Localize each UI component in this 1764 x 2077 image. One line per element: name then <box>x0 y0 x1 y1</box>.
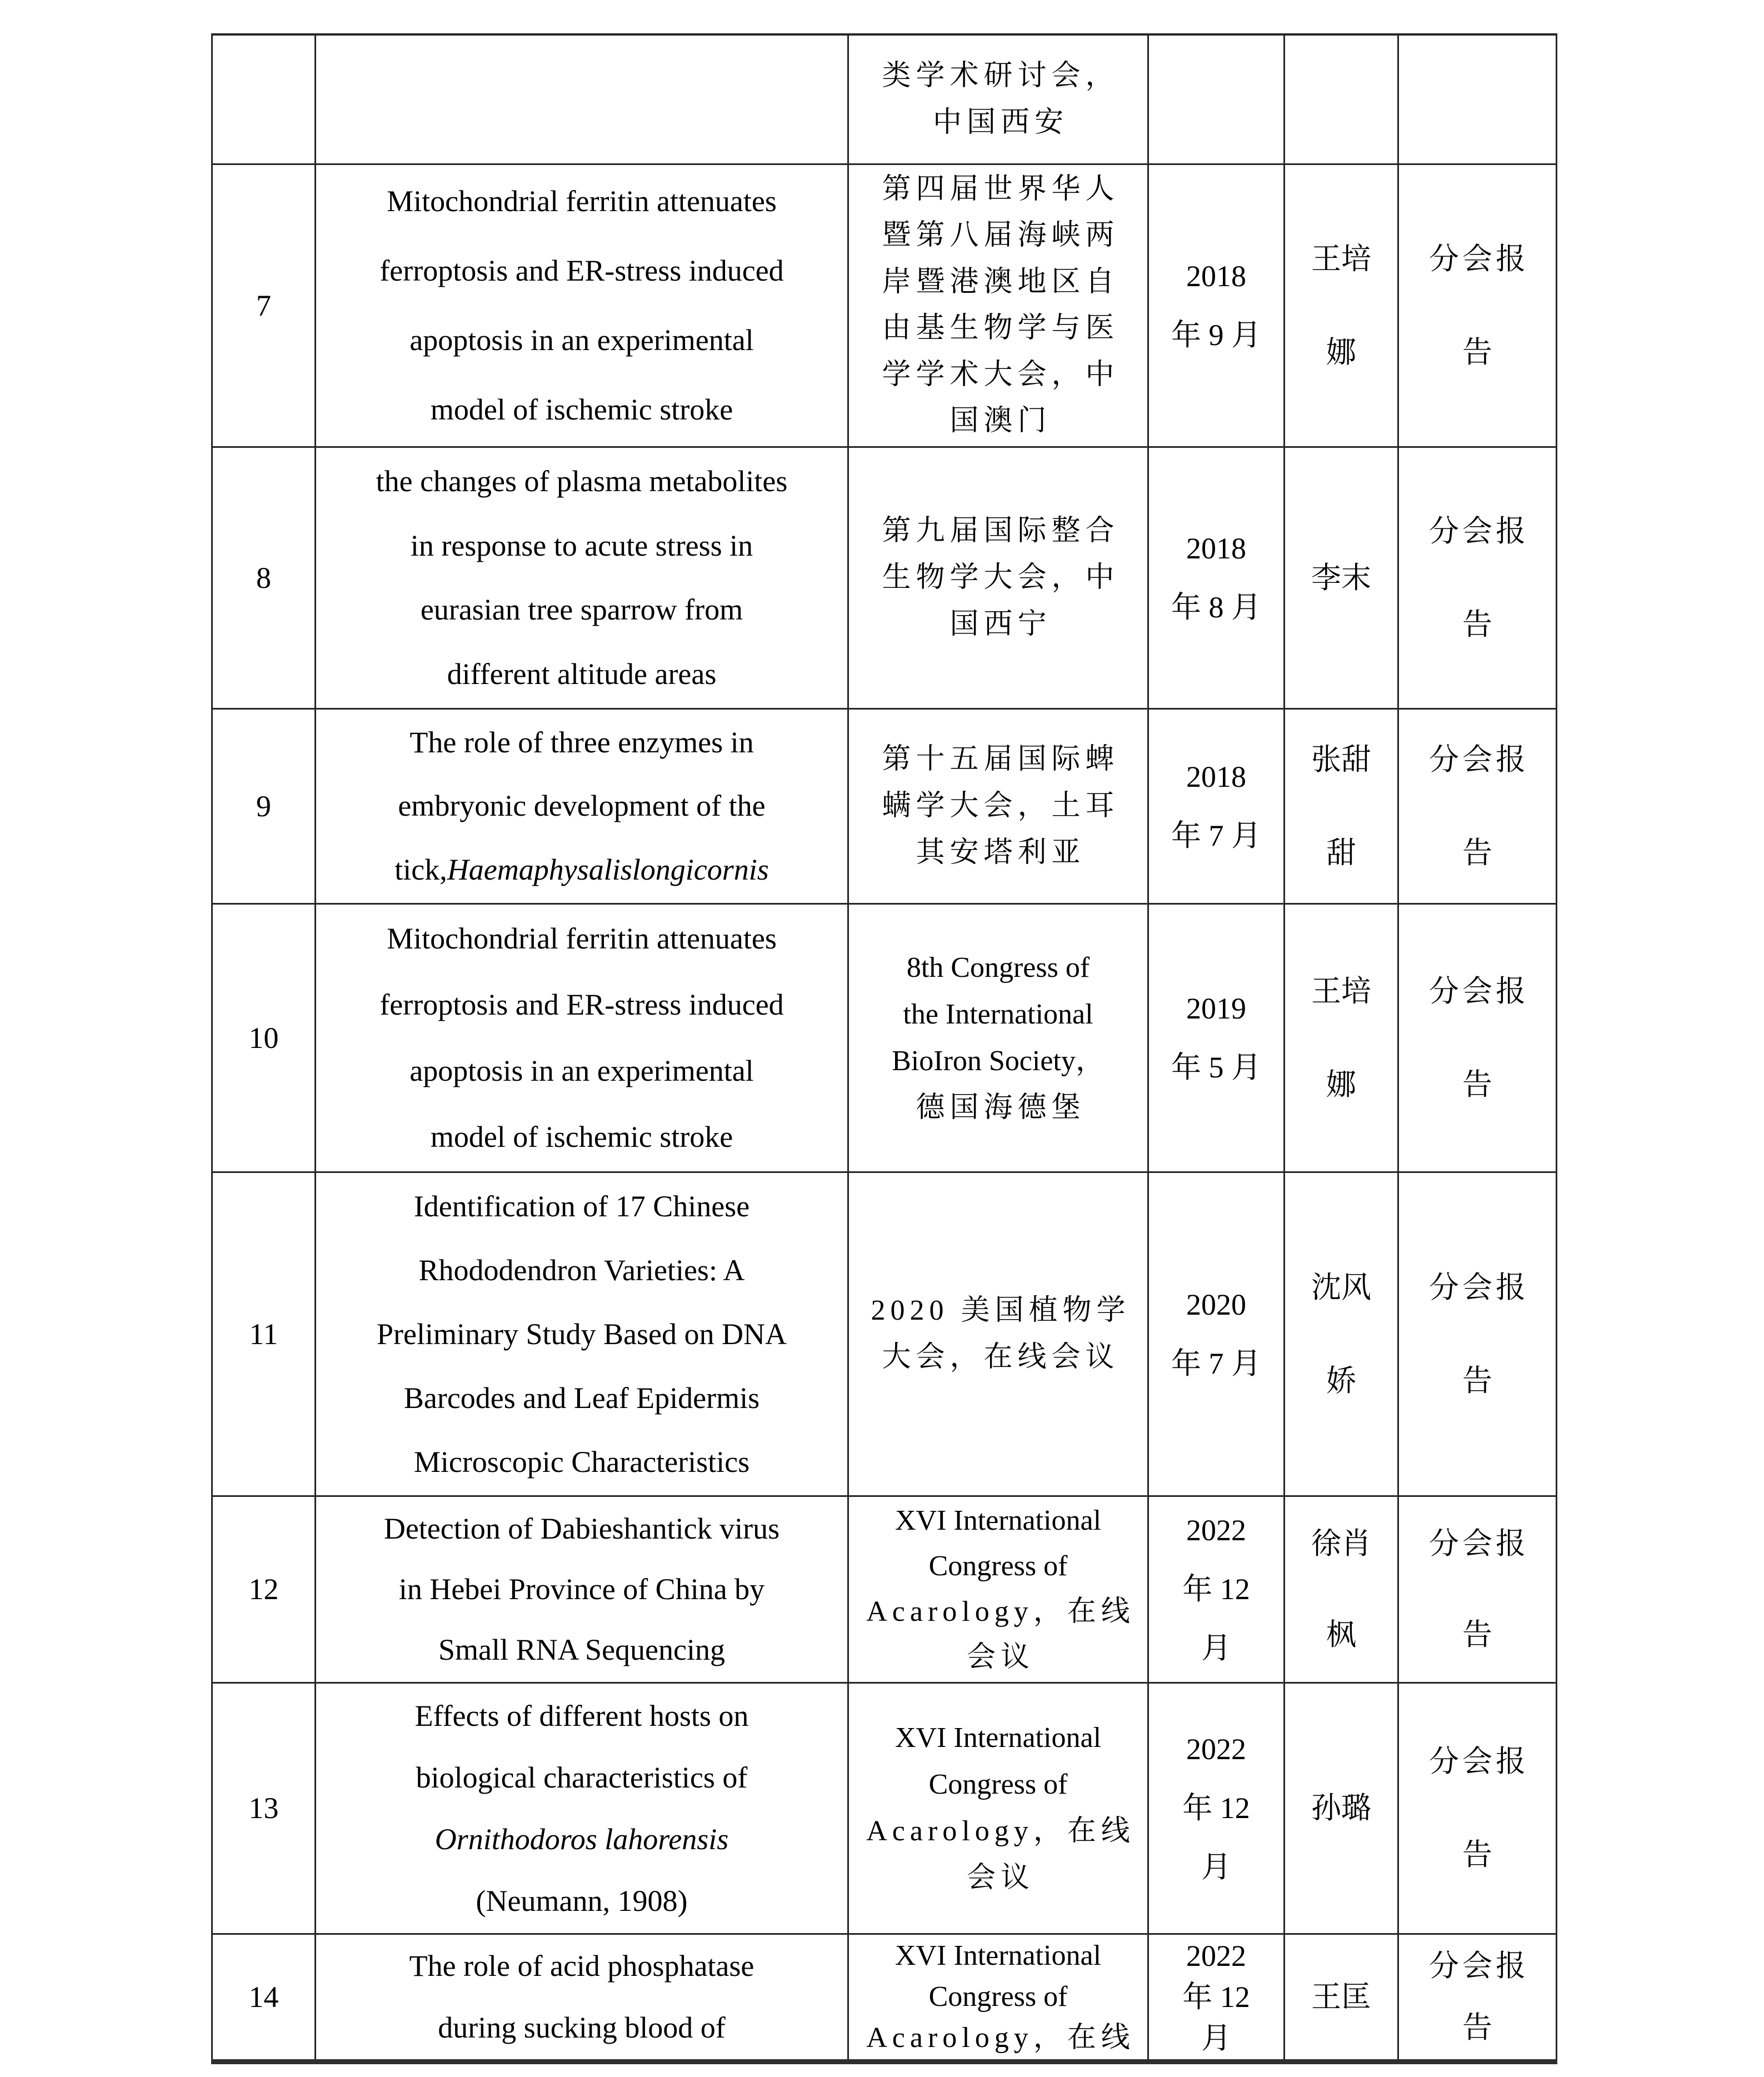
conference-cell-line: 岸暨港澳地区自 <box>882 266 1120 298</box>
presenter-cell <box>1285 1496 1398 1682</box>
conference-cell <box>848 34 1148 164</box>
date-cell-line: 年 7 月 <box>1171 1346 1261 1380</box>
presenter-cell <box>1285 164 1398 447</box>
presenter-cell-line: 徐肖 <box>1311 1527 1371 1560</box>
presenter-cell-line: 娇 <box>1326 1364 1356 1397</box>
report-type-cell <box>1398 34 1557 164</box>
report-type-cell-line: 告 <box>1462 1838 1496 1871</box>
report-type-cell-line: 告 <box>1462 836 1496 870</box>
conference-cell-line: the International <box>903 998 1093 1030</box>
date-cell-line: 2018 <box>1186 760 1246 793</box>
date-cell-line: 2018 <box>1186 259 1246 293</box>
report-type-cell-line: 分会报 <box>1429 1270 1529 1304</box>
date-cell <box>1148 1934 1285 2061</box>
conference-cell-line: 由基生物学与医 <box>882 312 1120 344</box>
table-row <box>212 34 1557 164</box>
row-number-cell <box>212 34 316 164</box>
row-number-cell-line: 14 <box>248 1980 279 2014</box>
presenter-cell-line: 娜 <box>1326 1067 1356 1101</box>
conference-cell <box>848 1496 1148 1682</box>
report-type-cell-line: 分会报 <box>1429 1949 1529 1983</box>
title-cell-line: Microscopic Characteristics <box>413 1445 750 1479</box>
presenter-cell-line: 王培 <box>1311 242 1371 276</box>
report-type-cell-line: 分会报 <box>1429 1527 1529 1560</box>
table-row <box>212 447 1557 708</box>
presenter-cell-line: 甜 <box>1326 836 1356 870</box>
title-cell <box>316 903 848 1172</box>
presenter-cell <box>1285 708 1398 903</box>
date-cell-line: 2022 <box>1186 1514 1246 1547</box>
presenter-cell <box>1285 1172 1398 1496</box>
presenter-cell-line: 张甜 <box>1311 742 1371 776</box>
report-type-cell <box>1398 1682 1557 1934</box>
conference-cell-line: 学学术大会，中 <box>882 358 1120 391</box>
report-type-cell-line: 告 <box>1462 1364 1496 1397</box>
conference-cell-line: 大会，在线会议 <box>882 1341 1120 1373</box>
presenter-cell <box>1285 1934 1398 2061</box>
title-cell-line: The role of three enzymes in <box>409 726 754 760</box>
conference-cell-line: 德国海德堡 <box>916 1091 1086 1124</box>
report-type-cell <box>1398 708 1557 903</box>
row-number-cell <box>212 1682 316 1934</box>
title-cell <box>316 34 848 164</box>
date-cell <box>1148 34 1285 164</box>
title-cell-line: Identification of 17 Chinese <box>413 1189 750 1223</box>
title-cell <box>316 447 848 708</box>
conference-cell-line: 第十五届国际蜱 <box>882 743 1120 775</box>
conference-cell-line: 8th Congress of <box>906 951 1090 983</box>
report-type-cell <box>1398 164 1557 447</box>
row-number-cell <box>212 1172 316 1496</box>
title-cell-line: ferroptosis and ER-stress induced <box>379 988 784 1022</box>
title-cell <box>316 1934 848 2061</box>
title-cell-line: Effects of different hosts on <box>414 1699 749 1733</box>
presenter-cell-line: 孙璐 <box>1311 1791 1371 1825</box>
title-cell-line: Mitochondrial ferritin attenuates <box>387 184 777 218</box>
conference-cell-line: 类学术研讨会， <box>882 59 1120 92</box>
date-cell <box>1148 1172 1285 1496</box>
date-cell <box>1148 1496 1285 1682</box>
conference-cell <box>848 903 1148 1172</box>
date-cell <box>1148 164 1285 447</box>
title-cell-line: model of ischemic stroke <box>430 393 733 427</box>
conference-cell <box>848 164 1148 447</box>
presenter-cell-line: 枫 <box>1326 1618 1356 1651</box>
date-cell-line: 年 12 <box>1182 1980 1250 2014</box>
conference-cell <box>848 1682 1148 1934</box>
date-cell-line: 年 5 月 <box>1171 1050 1261 1084</box>
title-cell-line: eurasian tree sparrow from <box>420 593 743 627</box>
date-cell-line: 2022 <box>1186 1939 1246 1973</box>
title-cell-line <box>316 852 847 887</box>
presenter-cell-line: 沈风 <box>1311 1270 1371 1304</box>
title-cell <box>316 1682 848 1934</box>
title-cell-line: during sucking blood of <box>438 2011 726 2044</box>
table-row <box>212 1934 1557 2061</box>
title-cell-line: Barcodes and Leaf Epidermis <box>403 1381 760 1415</box>
conference-cell-line: Congress of <box>928 1550 1068 1582</box>
report-type-cell <box>1398 447 1557 708</box>
title-cell-line: embryonic development of the <box>398 789 766 823</box>
conference-cell-line: 暨第八届海峡两 <box>882 219 1120 252</box>
title-cell-line: the changes of plasma metabolites <box>376 464 788 498</box>
row-number-cell-line: 12 <box>248 1572 279 1606</box>
date-cell <box>1148 1682 1285 1934</box>
presenter-cell <box>1285 34 1398 164</box>
conference-cell-line: Acarology，在线 <box>866 2021 1135 2054</box>
title-cell-line: Preliminary Study Based on DNA <box>377 1317 787 1351</box>
report-type-cell-line: 分会报 <box>1429 514 1529 548</box>
row-number-cell-line: 7 <box>256 288 271 322</box>
row-number-cell <box>212 903 316 1172</box>
report-type-cell-line: 告 <box>1462 335 1496 369</box>
presenter-cell <box>1285 447 1398 708</box>
table-row <box>212 1496 1557 1682</box>
date-cell-line: 年 7 月 <box>1171 818 1261 852</box>
title-cell-line: Detection of Dabieshantick virus <box>383 1511 780 1545</box>
conference-cell-line: 国西宁 <box>950 608 1052 640</box>
table-row <box>212 903 1557 1172</box>
text-segment: Ornithodoros lahorensis <box>434 1822 729 1856</box>
conference-cell <box>848 708 1148 903</box>
report-type-cell-line: 告 <box>1462 2011 1496 2044</box>
conference-cell-line: XVI International <box>895 1505 1102 1536</box>
title-cell <box>316 1496 848 1682</box>
conference-cell-line: 国澳门 <box>950 405 1052 437</box>
row-number-cell <box>212 1934 316 2061</box>
row-number-cell <box>212 1496 316 1682</box>
text-segment: tick, <box>394 852 447 886</box>
conference-cell-line: Acarology，在线 <box>866 1596 1135 1627</box>
presenter-cell <box>1285 1682 1398 1934</box>
report-type-cell-line: 分会报 <box>1429 1745 1529 1778</box>
conference-cell <box>848 447 1148 708</box>
conference-cell-line: 第九届国际整合 <box>882 515 1120 547</box>
date-cell-line: 年 12 <box>1182 1791 1250 1825</box>
report-type-cell <box>1398 1934 1557 2061</box>
text-segment: Haemaphysalislongicornis <box>447 852 769 886</box>
date-cell-line: 月 <box>1201 1631 1231 1665</box>
row-number-cell <box>212 708 316 903</box>
date-cell-line: 年 8 月 <box>1171 590 1261 624</box>
report-type-cell-line: 分会报 <box>1429 974 1529 1008</box>
table-row <box>212 1682 1557 1934</box>
conference-cell-line: 2020 美国植物学 <box>871 1294 1131 1326</box>
conference-cell-line: 会议 <box>966 1641 1035 1673</box>
conference-table-body <box>212 34 1557 2061</box>
title-cell-line: Small RNA Sequencing <box>438 1633 725 1667</box>
date-cell-line: 2020 <box>1186 1287 1246 1321</box>
date-cell-line: 2022 <box>1186 1733 1246 1766</box>
conference-cell-line: 螨学大会，土耳 <box>882 790 1120 822</box>
row-number-cell-line: 10 <box>248 1021 279 1055</box>
report-type-cell-line: 告 <box>1462 607 1496 641</box>
conference-cell-line: Congress of <box>928 1769 1068 1800</box>
title-cell-line: in response to acute stress in <box>410 528 753 562</box>
conference-cell <box>848 1934 1148 2061</box>
conference-cell-line: XVI International <box>895 1722 1102 1754</box>
conference-cell-line: 生物学大会，中 <box>882 561 1120 593</box>
title-cell-line: ferroptosis and ER-stress induced <box>379 253 784 287</box>
conference-cell-line: 其安塔利亚 <box>916 836 1086 868</box>
conference-cell <box>848 1172 1148 1496</box>
title-cell-line: apoptosis in an experimental <box>409 1054 754 1087</box>
title-cell-line: different altitude areas <box>447 657 717 691</box>
table-row <box>212 1172 1557 1496</box>
conference-cell-line: 会议 <box>966 1862 1035 1894</box>
date-cell-line: 2018 <box>1186 531 1246 565</box>
presenter-cell-line: 李末 <box>1311 561 1371 595</box>
report-type-cell-line: 分会报 <box>1429 742 1529 776</box>
title-cell-line: The role of acid phosphatase <box>409 1949 754 1983</box>
report-type-cell <box>1398 1496 1557 1682</box>
row-number-cell-line: 13 <box>248 1791 279 1825</box>
report-type-cell-line: 告 <box>1462 1618 1496 1651</box>
row-number-cell <box>212 164 316 447</box>
report-type-cell-line: 告 <box>1462 1067 1496 1101</box>
title-cell-line: (Neumann, 1908) <box>476 1884 688 1918</box>
conference-cell-line: XVI International <box>895 1939 1102 1971</box>
date-cell-line: 2019 <box>1186 991 1246 1025</box>
date-cell-line: 年 12 <box>1182 1572 1250 1606</box>
conference-presentations-table <box>211 33 1557 2064</box>
presenter-cell-line: 王培 <box>1311 974 1371 1008</box>
row-number-cell <box>212 447 316 708</box>
table-row <box>212 708 1557 903</box>
conference-cell-line: BioIron Society， <box>892 1045 1105 1077</box>
date-cell-line: 年 9 月 <box>1171 318 1261 352</box>
conference-cell-line: Acarology，在线 <box>866 1815 1135 1847</box>
table-row <box>212 164 1557 447</box>
title-cell <box>316 708 848 903</box>
title-cell <box>316 1172 848 1496</box>
date-cell <box>1148 447 1285 708</box>
conference-cell-line: 中国西安 <box>932 106 1068 138</box>
title-cell-line <box>316 1822 847 1856</box>
title-cell-line: Rhododendron Varieties: A <box>418 1253 745 1287</box>
title-cell-line: apoptosis in an experimental <box>409 323 754 357</box>
date-cell-line: 月 <box>1201 2021 1231 2055</box>
presenter-cell-line: 娜 <box>1326 335 1356 369</box>
row-number-cell-line: 11 <box>249 1317 278 1351</box>
report-type-cell <box>1398 903 1557 1172</box>
date-cell <box>1148 708 1285 903</box>
title-cell-line: biological characteristics of <box>416 1760 748 1794</box>
date-cell-line: 月 <box>1201 1850 1231 1884</box>
report-type-cell <box>1398 1172 1557 1496</box>
report-type-cell-line: 分会报 <box>1429 242 1529 276</box>
title-cell-line: in Hebei Province of China by <box>398 1572 765 1606</box>
presenter-cell <box>1285 903 1398 1172</box>
title-cell-line: Mitochondrial ferritin attenuates <box>387 922 777 956</box>
conference-cell-line: 第四届世界华人 <box>882 173 1120 205</box>
row-number-cell-line: 9 <box>256 789 271 823</box>
title-cell <box>316 164 848 447</box>
conference-cell-line: Congress of <box>928 1980 1068 2013</box>
row-number-cell-line: 8 <box>256 561 271 595</box>
date-cell <box>1148 903 1285 1172</box>
presenter-cell-line: 王匡 <box>1311 1980 1371 2014</box>
title-cell-line: model of ischemic stroke <box>430 1120 733 1154</box>
